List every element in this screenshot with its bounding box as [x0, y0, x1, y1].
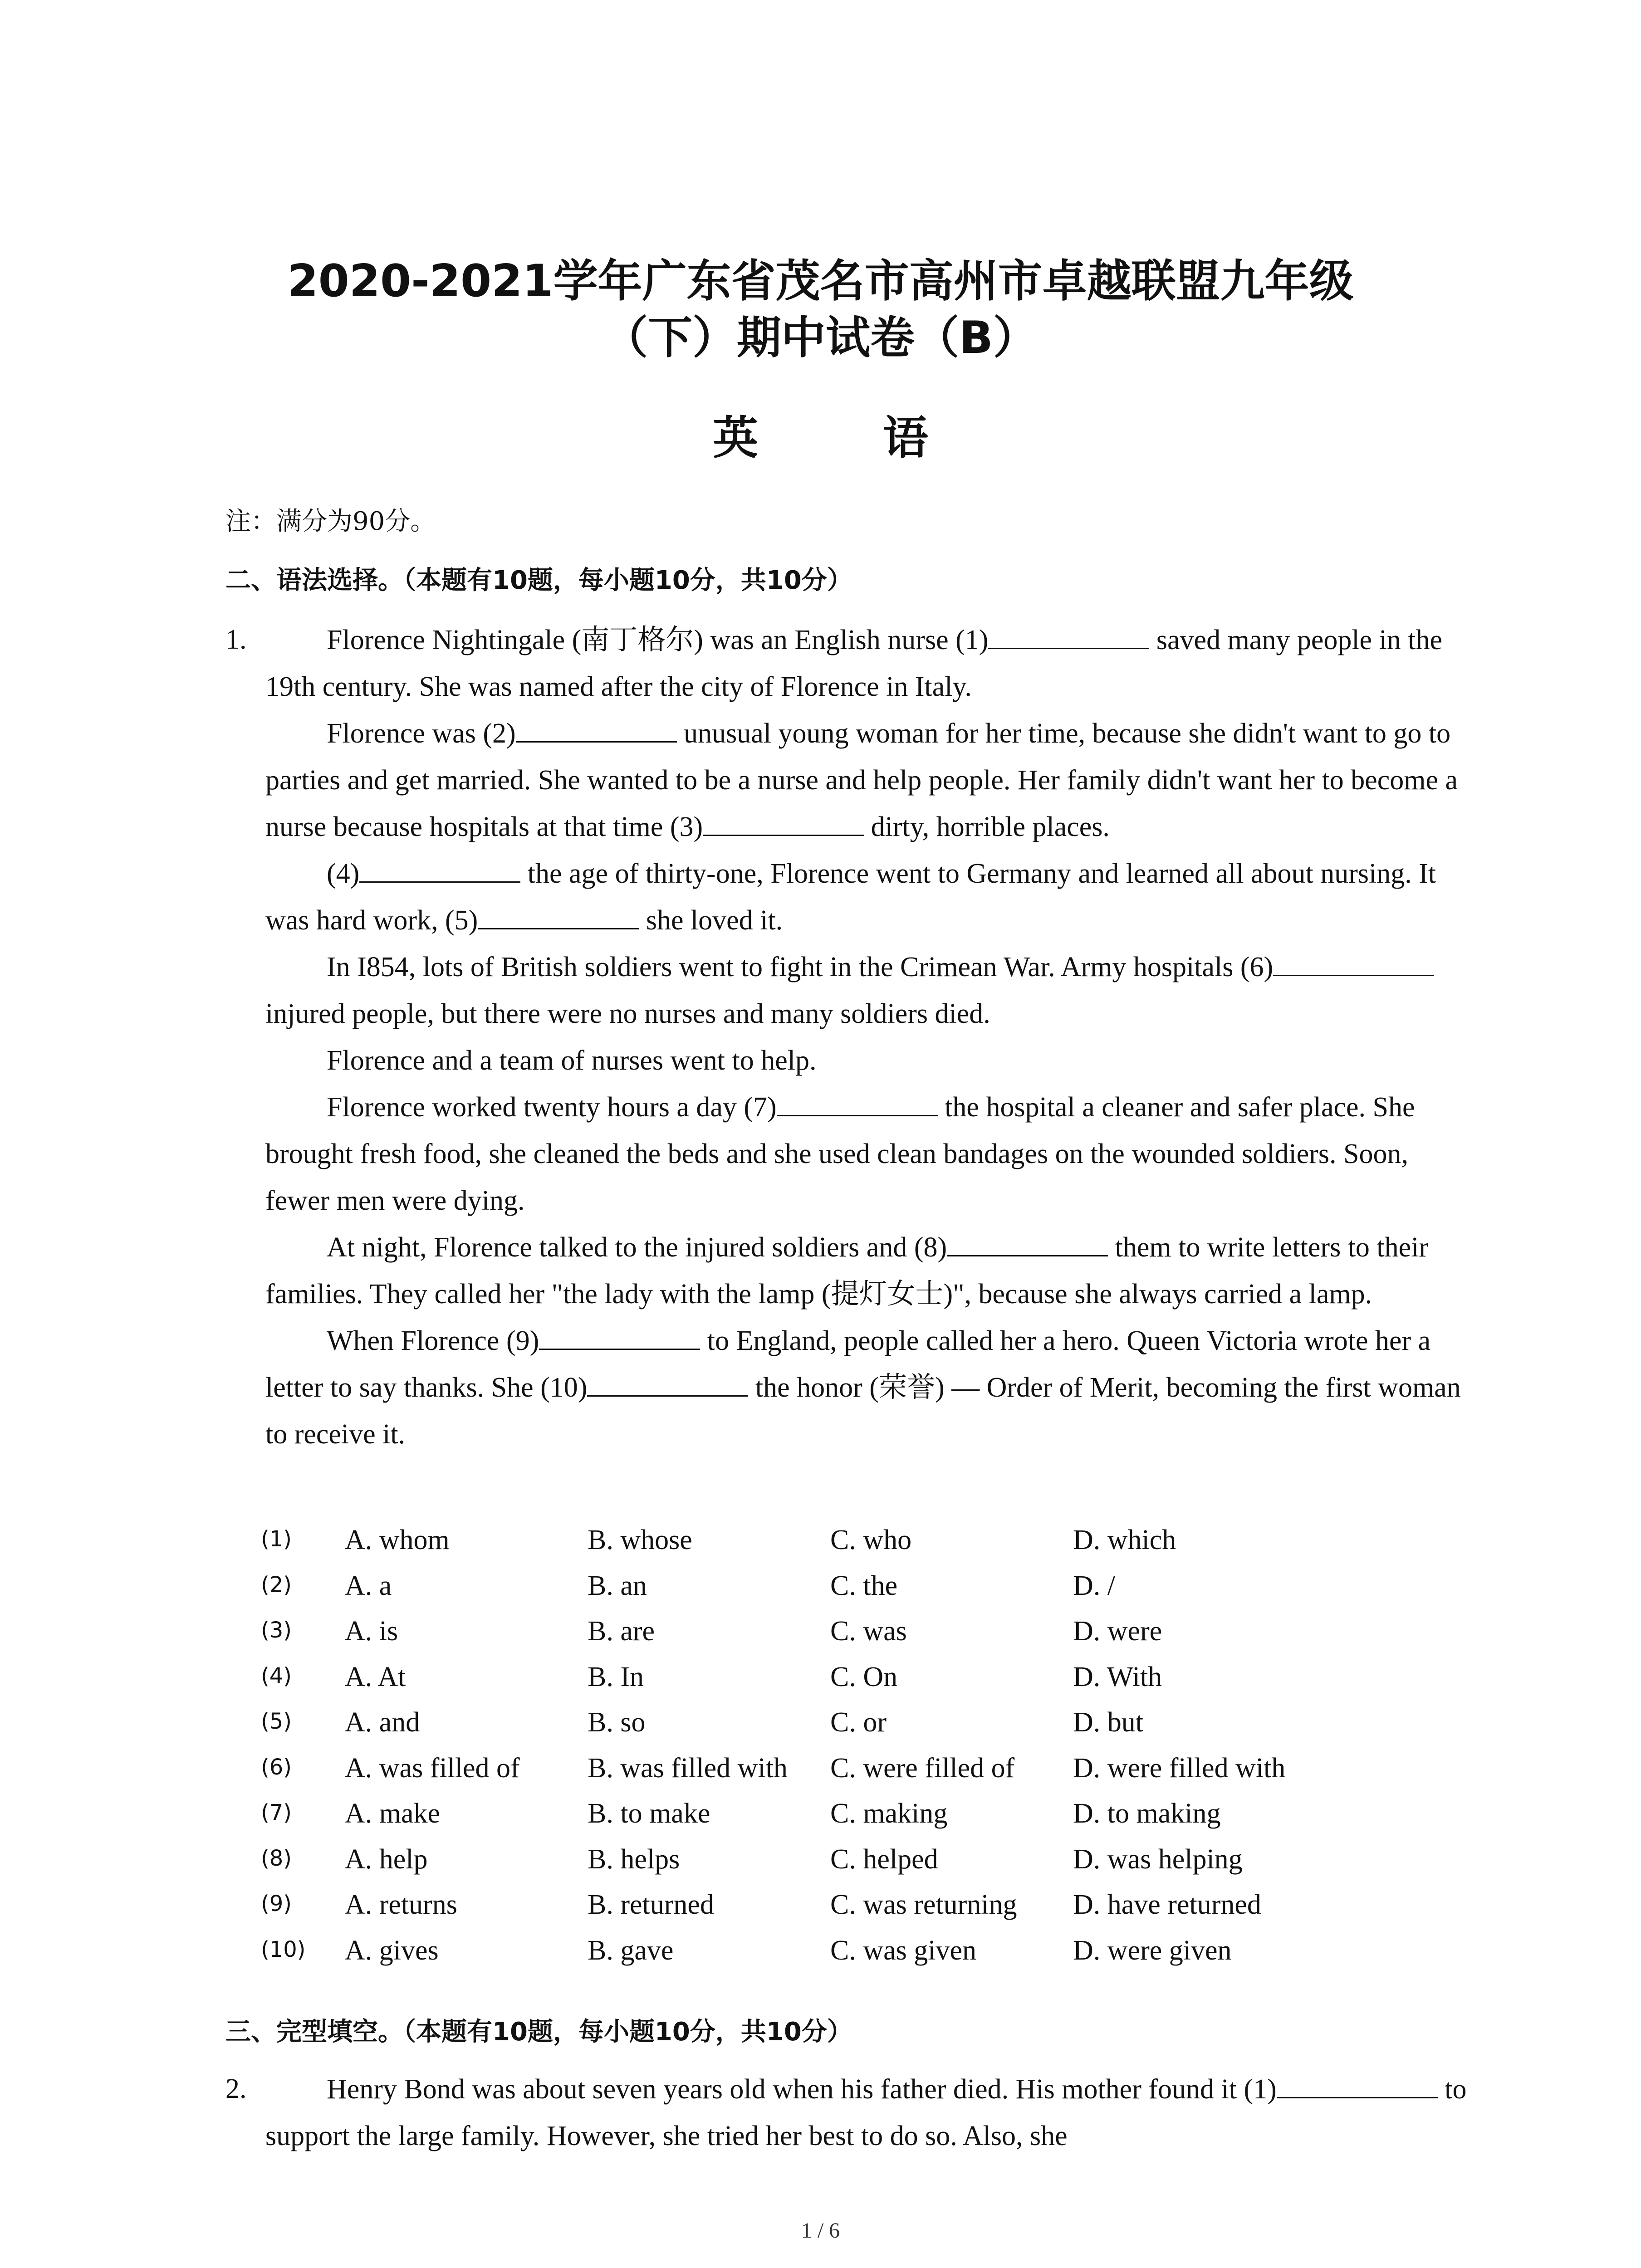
passage-text: (4) — [327, 858, 360, 889]
answer-blank — [1277, 2073, 1438, 2098]
option-b: B. returned — [588, 1889, 714, 1920]
option-b: B. so — [588, 1707, 646, 1738]
option-a: A. a — [345, 1570, 392, 1601]
option-d: D. were filled with — [1073, 1752, 1286, 1784]
page-number: 1 / 6 — [801, 2219, 840, 2243]
option-d: D. which — [1073, 1525, 1176, 1555]
option-d: D. to making — [1073, 1798, 1221, 1829]
answer-blank — [703, 811, 864, 836]
option-c: C. was — [830, 1616, 907, 1647]
passage-paragraph — [265, 617, 1468, 710]
passage-text: Florence worked twenty hours a day (7) — [327, 1092, 777, 1123]
option-c: C. helped — [830, 1843, 938, 1875]
passage-text: Henry Bond was about seven years old when his father died. His mother found it (1) — [327, 2074, 1277, 2105]
section-cloze-heading: 三、完型填空。（本题有10题，每小题10分，共10分） — [225, 2017, 852, 2047]
passage-text: dirty, horrible places. — [864, 811, 1110, 842]
option-number: (10) — [261, 1936, 306, 1962]
option-d: D. was helping — [1073, 1843, 1243, 1875]
question-number: 2. — [225, 2073, 247, 2104]
answer-blank — [777, 1091, 938, 1116]
answer-blank — [988, 624, 1149, 649]
option-b: B. gave — [588, 1935, 674, 1966]
passage-paragraph — [265, 944, 1468, 1037]
option-a: A. At — [345, 1661, 406, 1692]
option-c: C. or — [830, 1707, 887, 1738]
option-c: C. On — [830, 1661, 898, 1692]
option-a: A. returns — [345, 1889, 457, 1920]
option-b: B. was filled with — [588, 1752, 788, 1784]
passage-text: saved many people in the 19th century. She was named after the city of Florence in Italy. — [265, 625, 1443, 702]
option-number: (5) — [261, 1709, 292, 1734]
passage-paragraph — [265, 1037, 1468, 1084]
option-number: (4) — [261, 1663, 292, 1689]
passage-text: Florence and a team of nurses went to help. — [327, 1045, 817, 1076]
option-a: A. was filled of — [345, 1752, 520, 1784]
option-c: C. was given — [830, 1935, 977, 1966]
option-number: (7) — [261, 1800, 292, 1825]
passage-text: to support the large family. However, she tried her best to do so. Also, she — [265, 2074, 1467, 2151]
option-a: A. and — [345, 1707, 420, 1738]
passage-text: unusual young woman for her time, because she didn't want to go to parties and get married. She wanted to be a nurse and help people. Her family didn't want her to become a nurse because hospitals at that time (3) — [265, 718, 1458, 842]
option-b: B. an — [588, 1570, 647, 1601]
passage-text: the age of thirty-one, Florence went to Germany and learned all about nursing. It was hard work, (5) — [265, 858, 1436, 936]
passage-paragraph — [265, 1224, 1468, 1318]
option-b: B. helps — [588, 1843, 680, 1875]
passage-paragraph — [265, 1084, 1468, 1224]
passage-text: Florence was (2) — [327, 718, 516, 749]
exam-title-line2: （下）期中试卷（B） — [603, 312, 1038, 364]
passage-text: the honor (荣誉) — Order of Merit, becoming the first woman to receive it. — [265, 1372, 1461, 1450]
option-number: (3) — [261, 1618, 292, 1643]
option-b: B. whose — [588, 1525, 692, 1555]
passage-text: At night, Florence talked to the injured soldiers and (8) — [327, 1232, 947, 1263]
option-c: C. who — [830, 1525, 912, 1555]
answer-blank — [947, 1232, 1108, 1256]
answer-blank — [516, 718, 677, 743]
option-c: C. the — [830, 1570, 898, 1601]
passage-paragraph — [265, 850, 1468, 944]
passage-paragraph — [265, 1318, 1468, 1458]
passage-paragraph — [265, 710, 1468, 850]
answer-blank — [539, 1325, 700, 1350]
passage-text: the hospital a cleaner and safer place. She brought fresh food, she cleaned the beds and she used clean bandages on the wounded soldiers. Soon, fewer men were dying. — [265, 1092, 1415, 1216]
passage-text: injured people, but there were no nurses and many soldiers died. — [265, 998, 990, 1029]
passage-text: When Florence (9) — [327, 1325, 539, 1356]
option-number: (8) — [261, 1845, 292, 1871]
answer-blank — [478, 904, 639, 929]
passage-text: she loved it. — [639, 905, 783, 936]
section-grammar-heading: 二、语法选择。（本题有10题，每小题10分，共10分） — [225, 566, 852, 595]
option-c: C. were filled of — [830, 1752, 1015, 1784]
answer-blank — [1273, 951, 1434, 976]
passage-text: In I854, lots of British soldiers went to fight in the Crimean War. Army hospitals (6) — [327, 952, 1274, 982]
score-note: 注：满分为90分。 — [225, 507, 436, 536]
option-d: D. / — [1073, 1570, 1115, 1601]
option-number: (2) — [261, 1572, 292, 1598]
option-d: D. but — [1073, 1707, 1143, 1738]
option-b: B. to make — [588, 1798, 710, 1829]
option-a: A. is — [345, 1616, 398, 1647]
passage-text: to England, people called her a hero. Queen Victoria wrote her a letter to say thanks. She (10) — [265, 1325, 1431, 1403]
passage-paragraph — [265, 2066, 1468, 2160]
cloze-passage — [265, 2066, 1468, 2160]
subject-title: 英 语 — [713, 411, 983, 464]
option-b: B. are — [588, 1616, 655, 1647]
answer-blank — [359, 858, 520, 883]
option-c: C. making — [830, 1798, 948, 1829]
option-d: D. were — [1073, 1616, 1162, 1647]
answer-blank — [587, 1372, 748, 1397]
option-a: A. help — [345, 1843, 428, 1875]
option-number: (6) — [261, 1754, 292, 1780]
question-number: 1. — [225, 624, 247, 655]
passage-text: Florence Nightingale (南丁格尔) was an English nurse (1) — [327, 625, 989, 655]
option-c: C. was returning — [830, 1889, 1017, 1920]
option-number: (1) — [261, 1526, 292, 1552]
option-a: A. make — [345, 1798, 441, 1829]
exam-title-line1: 2020-2021学年广东省茂名市高州市卓越联盟九年级 — [287, 255, 1354, 307]
option-a: A. gives — [345, 1935, 439, 1966]
option-a: A. whom — [345, 1525, 450, 1555]
grammar-passage — [265, 617, 1468, 1458]
option-d: D. With — [1073, 1661, 1162, 1692]
option-number: (9) — [261, 1891, 292, 1916]
option-b: B. In — [588, 1661, 644, 1692]
option-d: D. have returned — [1073, 1889, 1261, 1920]
option-d: D. were given — [1073, 1935, 1232, 1966]
passage-text: them to write letters to their families. They called her "the lady with the lamp (提灯女士)", because she always carried a lamp. — [265, 1232, 1429, 1310]
